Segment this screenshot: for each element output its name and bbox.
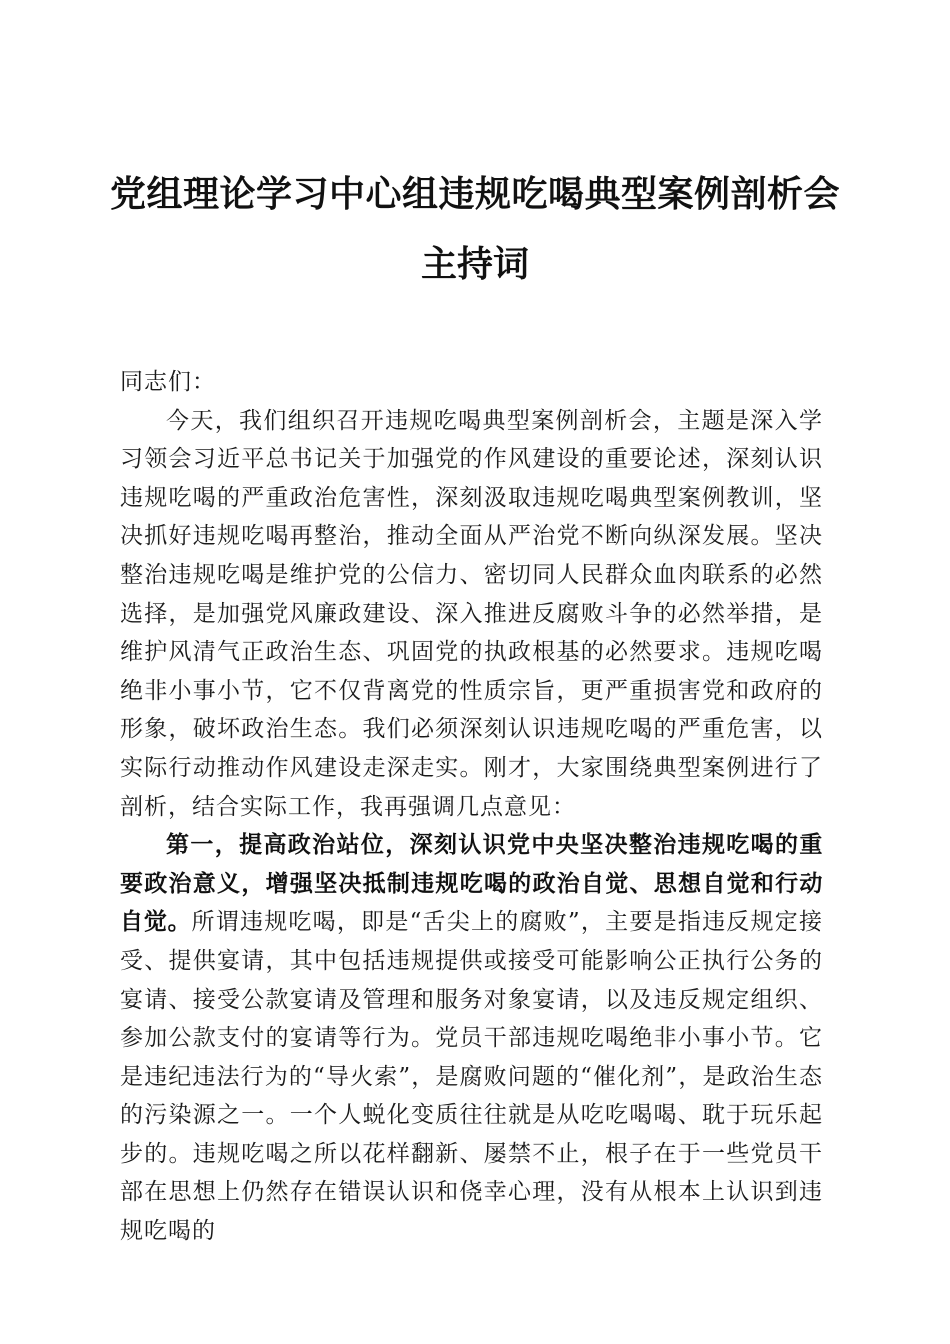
salutation: 同志们： <box>120 369 216 395</box>
paragraph-1: 今天，我们组织召开违规吃喝典型案例剖析会，主题是深入学习领会习近平总书记关于加强党的作风建设的重要论述，深刻认识违规吃喝的严重政治危害性，深刻汲取违规吃喝典型案例教训，坚决抓好违规吃喝再整治，推动全面从严治党不断向纵深发展。坚决整治违规吃喝是维护党的公信力、密切同人民群众血肉联系的必然选择，是加强党风廉政建设、深入推进反腐败斗争的必然举措，是维护风清气正政治生态、巩固党的执政根基的必然要求。违规吃喝绝非小事小节，它不仅背离党的性质宗旨，更严重损害党和政府的形象，破坏政治生态。我们必须深刻认识违规吃喝的严重危害，以实际行动推动作风建设走深走实。刚才，大家围绕典型案例进行了剖析，结合实际工作，我再强调几点意见： <box>120 407 823 820</box>
document-title-line-1: 党组理论学习中心组违规吃喝典型案例剖析会 <box>109 173 840 215</box>
paragraph-2-body: 所谓违规吃喝，即是“舌尖上的腐败”，主要是指违反规定接受、提供宴请，其中包括违规提供或接受可能影响公正执行公务的宴请、接受公款宴请及管理和服务对象宴请，以及违反规定组织、参加公款支付的宴请等行为。党员干部违规吃喝绝非小事小节。它是违纪违法行为的“导火索”，是腐败问题的“催化剂”，是政治生态的污染源之一。一个人蜕化变质往往就是从吃吃喝喝、耽于玩乐起步的。违规吃喝之所以花样翻新、屡禁不止，根子在于一些党员干部在思想上仍然存在错误认识和侥幸心理，没有从根本上认识到违规吃喝的 <box>120 909 823 1245</box>
document-body <box>120 363 823 1251</box>
paragraph-2 <box>120 826 823 1251</box>
paragraph-2-heading: 第一，提高政治站位，深刻认识党中央坚决整治违规吃喝的重要政治意义，增强坚决抵制违规吃喝的政治自觉、思想自觉和行动自觉。 <box>120 832 823 936</box>
document-title-line-2: 主持词 <box>420 243 529 285</box>
